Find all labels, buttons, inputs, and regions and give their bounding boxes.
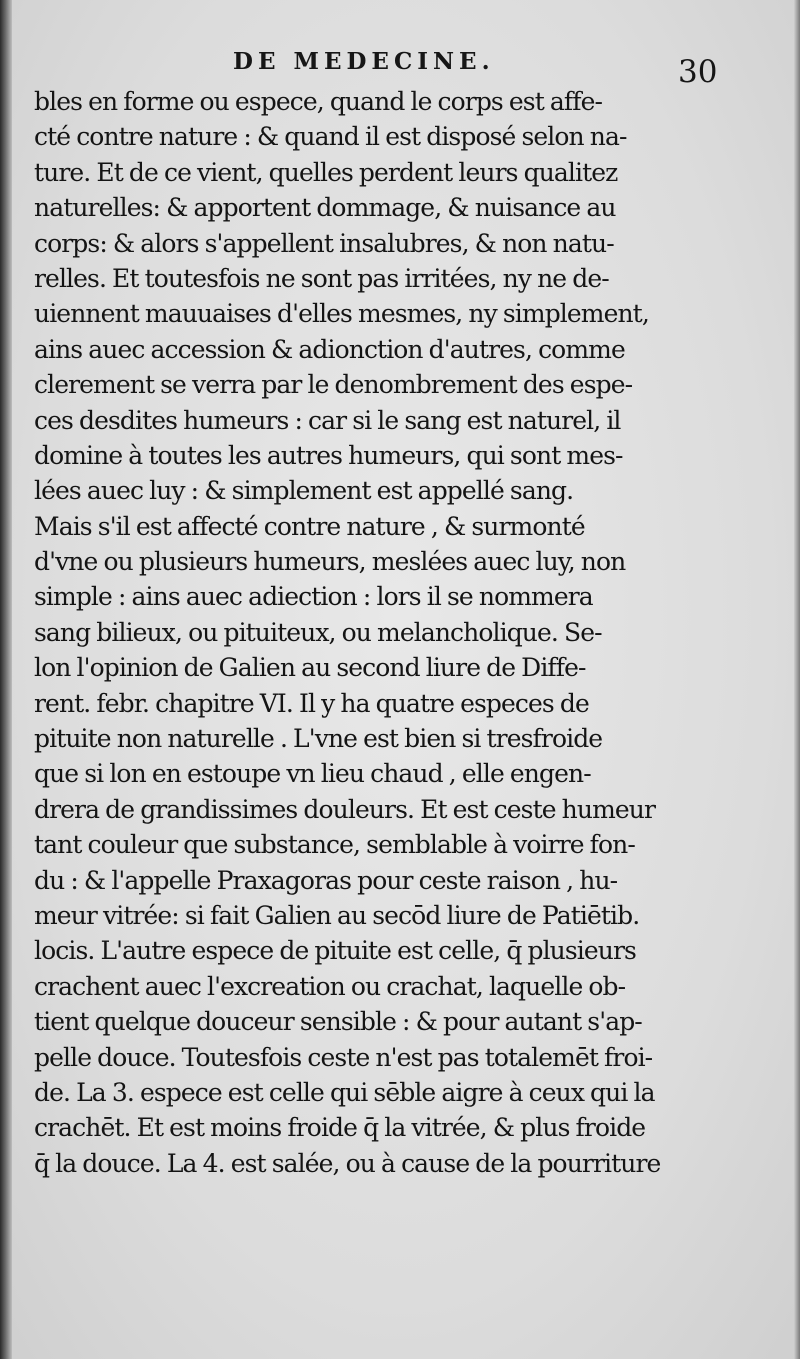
text-line: d'vne ou plusieurs humeurs, meslées auec luy, non [34, 547, 626, 577]
text-line: cté contre nature : & quand il est disposé selon na- [34, 122, 627, 152]
text-line: Mais s'il est affecté contre nature , & surmonté [34, 511, 585, 541]
text-line: crachent auec l'excreation ou crachat, laquelle ob- [34, 971, 626, 1001]
text-line: q̄ la douce. La 4. est salée, ou à cause de la pourriture [34, 1148, 661, 1178]
text-line: meur vitrée: si fait Galien au secōd liure de Patiētib. [34, 900, 640, 930]
text-line: simple : ains auec adiection : lors il se nommera [34, 582, 593, 612]
text-line: locis. L'autre espece de pituite est celle, q̄ plusieurs [34, 936, 636, 966]
page-edge [794, 0, 800, 1359]
body-text [34, 84, 734, 1181]
text-line: relles. Et toutesfois ne sont pas irritées, ny ne de- [34, 263, 609, 293]
text-line: tant couleur que substance, semblable à voirre fon- [34, 830, 635, 860]
text-line: ces desdites humeurs : car si le sang est naturel, il [34, 405, 621, 435]
text-line: uiennent mauuaises d'elles mesmes, ny simplement, [34, 299, 649, 329]
text-line: ains auec accession & adionction d'autres, comme [34, 334, 625, 364]
text-line: pituite non naturelle . L'vne est bien si tresfroide [34, 724, 603, 754]
text-line: ture. Et de ce vient, quelles perdent leurs qualitez [34, 157, 618, 187]
text-line: domine à toutes les autres humeurs, qui sont mes- [34, 440, 623, 470]
text-line: tient quelque douceur sensible : & pour autant s'ap- [34, 1007, 642, 1037]
text-line: crachēt. Et est moins froide q̄ la vitrée, & plus froide [34, 1113, 646, 1143]
text-line: que si lon en estoupe vn lieu chaud , elle engen- [34, 759, 591, 789]
running-head: DE MEDECINE. [233, 48, 495, 75]
text-line: lées auec luy : & simplement est appellé sang. [34, 476, 574, 506]
text-line: drera de grandissimes douleurs. Et est ceste humeur [34, 794, 656, 824]
text-line: naturelles: & apportent dommage, & nuisance au [34, 193, 616, 223]
text-line: de. La 3. espece est celle qui sēble aigre à ceux qui la [34, 1077, 655, 1107]
text-line: corps: & alors s'appellent insalubres, & non natu- [34, 228, 614, 258]
text-line: du : & l'appelle Praxagoras pour ceste raison , hu- [34, 865, 618, 895]
text-line: bles en forme ou espece, quand le corps est affe- [34, 87, 603, 116]
text-line: pelle douce. Toutesfois ceste n'est pas totalemēt froi- [34, 1042, 653, 1072]
text-line: sang bilieux, ou pituiteux, ou melancholique. Se- [34, 617, 602, 647]
text-line: rent. febr. chapitre VI. Il y ha quatre especes de [34, 688, 589, 718]
page-number: 30 [678, 54, 718, 90]
text-line: lon l'opinion de Galien au second liure de Diffe- [34, 653, 586, 683]
text-line: clerement se verra par le denombrement des espe- [34, 370, 633, 400]
page-gutter-shadow [0, 0, 12, 1359]
